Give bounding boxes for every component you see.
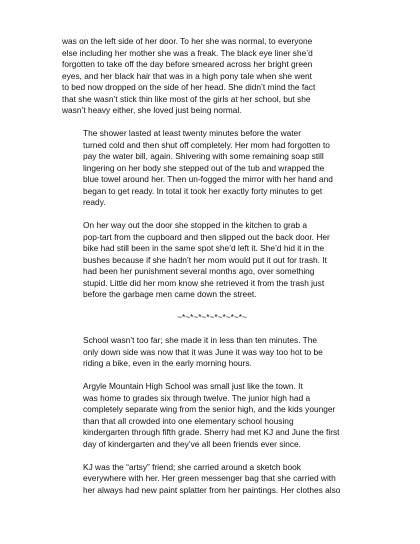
text-line: Argyle Mountain High School was small just like the town. It <box>83 381 303 391</box>
text-line: her always had new paint splatter from her paintings. Her clothes also <box>83 484 341 495</box>
text-line: ready. <box>83 197 106 207</box>
text-line: pop-tart from the cupboard and then slipped out the back door. Her <box>83 231 330 242</box>
text-line: everywhere with her. Her green messenger bag that she carried with <box>83 473 336 483</box>
text-line: blue towel around her. Then un-fogged the mirror with her hand and <box>83 174 333 184</box>
text-line: pay the water bill, again. Shivering with some remaining soap still <box>83 151 324 161</box>
text-line: forgotten to take off the day before smeared across her bright green <box>62 59 313 69</box>
text-line: eyes, and her black hair that was in a high pony tale when she went <box>62 70 313 81</box>
text-line: had been her punishment several months ago, over something <box>83 266 315 276</box>
text-line: kindergarten through fifth grade. Sherry had met KJ and June the first <box>83 427 340 437</box>
text-line: that she wasn’t stick thin like most of the girls at her school, but she <box>62 93 311 104</box>
scene-separator: ~*~*~*~*~*~*~*~*~ <box>177 312 247 322</box>
text-line: before the garbage men came down the street. <box>83 289 257 299</box>
text-line: to bed now dropped on the side of her head. She didn’t mind the fact <box>62 82 316 92</box>
text-line: bike had still been in the same spot she’d left it. She’d hid it in the <box>83 243 325 253</box>
text-line: wasn’t heavy either, she loved just being normal. <box>62 105 242 115</box>
text-line: completely separate wing from the senior high, and the kids younger <box>83 404 336 414</box>
text-line: was home to grades six through twelve. The junior high had a <box>83 392 311 403</box>
text-line: riding a bike, even in the early morning hours. <box>83 358 252 368</box>
paragraph <box>62 36 362 117</box>
text-line: stupid. Little did her mom know she retrieved it from the trash just <box>83 277 325 288</box>
paragraph <box>62 335 362 370</box>
paragraph <box>62 128 362 209</box>
text-line: bushes because if she hadn’t her mom would put it out for trash. It <box>83 254 327 265</box>
body-text <box>62 36 362 508</box>
text-line: day of kindergarten and they’ve all been friends ever since. <box>83 438 301 449</box>
text-line: School wasn’t too far; she made it in less than ten minutes. The <box>83 335 318 345</box>
text-line: began to get ready. In total it took her exactly forty minutes to get <box>83 185 323 196</box>
text-line: was on the left side of her door. To her she was normal, to everyone <box>62 36 313 46</box>
text-line: turned cold and then shut off completely. Her mom had forgotten to <box>83 139 330 150</box>
text-line: The shower lasted at least twenty minutes before the water <box>83 128 301 138</box>
text-line: than that all crowded into one elementary school housing <box>83 415 294 426</box>
text-line: On her way out the door she stopped in the kitchen to grab a <box>83 220 308 230</box>
text-line: else including her mother she was a freak. The black eye liner she’d <box>62 47 313 58</box>
text-line: KJ was the “artsy” friend; she carried around a sketch book <box>83 461 301 472</box>
paragraph <box>62 462 362 497</box>
text-line: lingering on her body she stepped out of the tub and wrapped the <box>83 162 325 173</box>
paragraph <box>62 381 362 450</box>
text-line: only down side was now that it was June it was way too hot to be <box>83 346 323 357</box>
paragraph <box>62 220 362 301</box>
